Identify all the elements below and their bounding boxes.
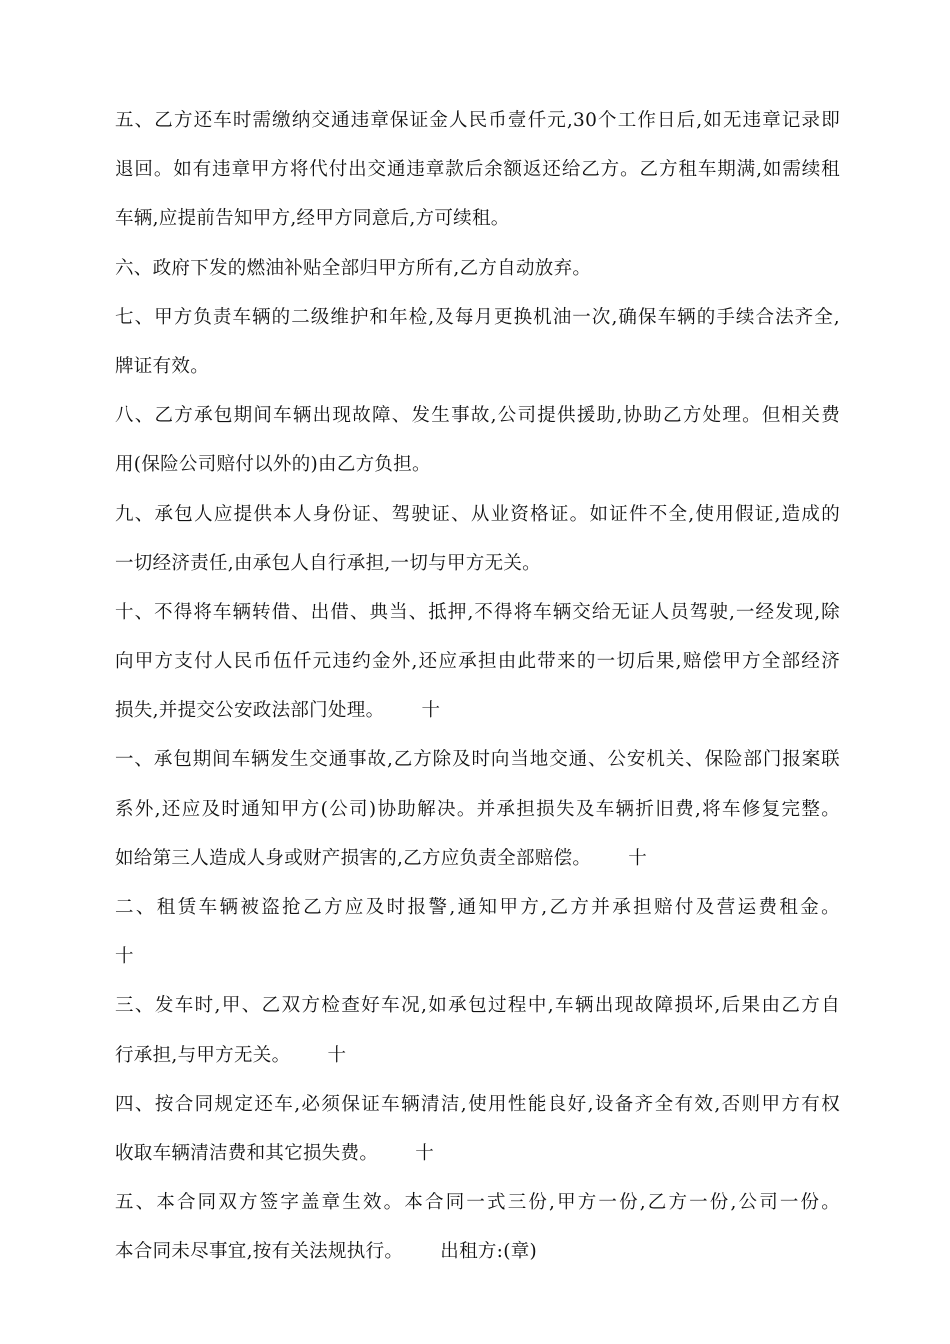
text-line: 七、甲方负责车辆的二级维护和年检,及每月更换机油一次,确保车辆的手续合法齐全, xyxy=(115,306,840,328)
text-line: 三、发车时,甲、乙双方检查好车况,如承包过程中,车辆出现故障损坏,后果由乙方自 xyxy=(115,995,840,1017)
text-line: 行承担,与甲方无关。 十 xyxy=(115,1044,347,1066)
text-line: 系外,还应及时通知甲方(公司)协助解决。并承担损失及车辆折旧费,将车修复完整。 xyxy=(115,798,840,820)
text-line: 四、按合同规定还车,必须保证车辆清洁,使用性能良好,设备齐全有效,否则甲方有权 xyxy=(115,1093,840,1115)
text-line: 九、承包人应提供本人身份证、驾驶证、从业资格证。如证件不全,使用假证,造成的 xyxy=(115,503,840,525)
contract-text xyxy=(115,96,840,1277)
text-line: 用(保险公司赔付以外的)由乙方负担。 xyxy=(115,454,431,476)
text-line: 牌证有效。 xyxy=(115,355,210,377)
text-line: 十、不得将车辆转借、出借、典当、抵押,不得将车辆交给无证人员驾驶,一经发现,除 xyxy=(115,601,840,623)
text-line: 五、本合同双方签字盖章生效。本合同一式三份,甲方一份,乙方一份,公司一份。 xyxy=(115,1192,840,1214)
text-line: 二、租赁车辆被盗抢乙方应及时报警,通知甲方,乙方并承担赔付及营运费租金。 xyxy=(115,897,840,918)
text-line: 损失,并提交公安政法部门处理。 十 xyxy=(115,700,441,722)
text-line: 本合同未尽事宜,按有关法规执行。 出租方:(章) xyxy=(115,1241,538,1263)
text-line: 向甲方支付人民币伍仟元违约金外,还应承担由此带来的一切后果,赔偿甲方全部经济 xyxy=(115,651,840,673)
text-line: 六、政府下发的燃油补贴全部归甲方所有,乙方自动放弃。 xyxy=(115,257,592,279)
text-line: 十 xyxy=(115,946,134,968)
text-line: 一、承包期间车辆发生交通事故,乙方除及时向当地交通、公安机关、保险部门报案联 xyxy=(115,749,840,771)
text-line: 退回。如有违章甲方将代付出交通违章款后余额返还给乙方。乙方租车期满,如需续租 xyxy=(115,159,840,181)
text-line: 车辆,应提前告知甲方,经甲方同意后,方可续租。 xyxy=(115,208,510,230)
text-line: 收取车辆清洁费和其它损失费。 十 xyxy=(115,1142,435,1164)
text-line: 八、乙方承包期间车辆出现故障、发生事故,公司提供援助,协助乙方处理。但相关费 xyxy=(115,405,840,427)
text-line: 一切经济责任,由承包人自行承担,一切与甲方无关。 xyxy=(115,552,541,574)
text-line: 五、乙方还车时需缴纳交通违章保证金人民币壹仟元,30个工作日后,如无违章记录即 xyxy=(115,110,840,131)
text-line: 如给第三人造成人身或财产损害的,乙方应负责全部赔偿。 十 xyxy=(115,847,648,869)
